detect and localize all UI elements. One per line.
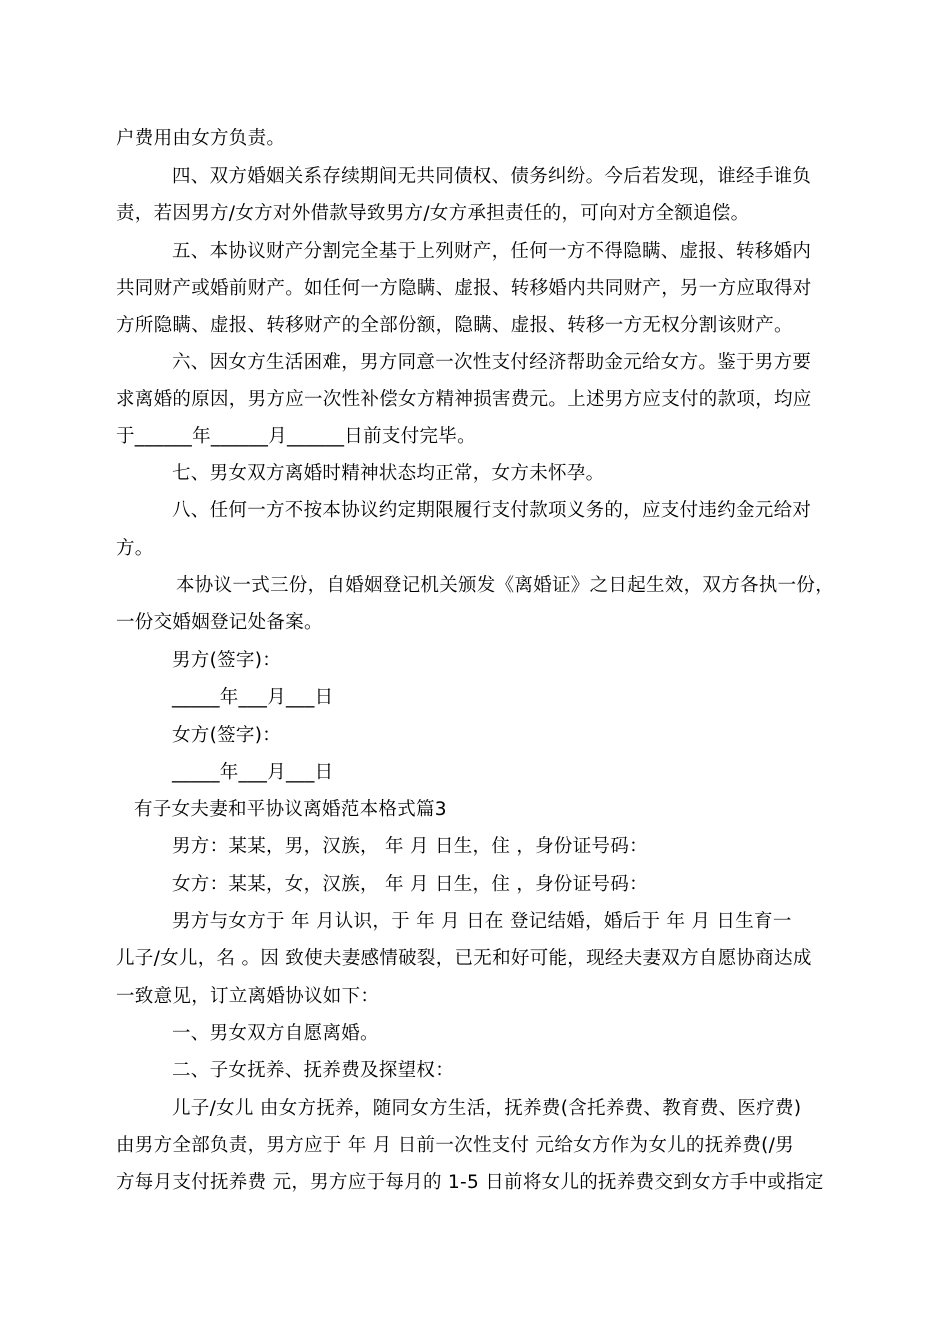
text-line: 一致意见，订立离婚协议如下： (116, 986, 380, 1007)
text-line: 一、男女双方自愿离婚。 (172, 1023, 379, 1044)
text-line: 本协议一式三份，自婚姻登记机关颁发《离婚证》之日起生效，双方各执一份， (176, 575, 835, 596)
text-line: 共同财产或婚前财产。如任何一方隐瞒、虚报、转移婚内共同财产，另一方应取得对 (116, 278, 812, 299)
text-line: 儿子/女儿，名 。因 致使夫妻感情破裂，已无和好可能，现经夫妻双方自愿协商达成 (116, 948, 812, 969)
text-line: 女方：某某，女，汉族， 年 月 日生，住 ，身份证号码： (172, 874, 648, 895)
section-title: 有子女夫妻和平协议离婚范本格式篇3 (134, 799, 447, 820)
text-line: 求离婚的原因，男方应一次性补偿女方精神损害费元。上述男方应支付的款项，均应 (116, 389, 812, 410)
text-line: 方。 (116, 538, 154, 559)
signature-label: 男方(签字)： (172, 650, 282, 671)
text-line: 二、子女抚养、抚养费及探望权： (172, 1060, 455, 1081)
signature-label: 女方(签字)： (172, 725, 282, 746)
text-line: 方每月支付抚养费 元，男方应于每月的 1-5 日前将女儿的抚养费交到女方手中或指定 (116, 1172, 824, 1193)
text-line: 于______年______月______日前支付完毕。 (116, 426, 476, 447)
text-line: 男方：某某，男，汉族， 年 月 日生，住 ，身份证号码： (172, 836, 648, 857)
text-line: 由男方全部负责，男方应于 年 月 日前一次性支付 元给女方作为女儿的抚养费(/男 (116, 1135, 794, 1156)
text-line: 四、双方婚姻关系存续期间无共同债权、债务纠纷。今后若发现，谁经手谁负 (172, 166, 812, 187)
text-line: 八、任何一方不按本协议约定期限履行支付款项义务的，应支付违约金元给对 (172, 500, 812, 521)
text-line: 户费用由女方负责。 (116, 128, 286, 149)
date-blank: _____年___月___日 (172, 762, 334, 783)
text-line: 六、因女方生活困难，男方同意一次性支付经济帮助金元给女方。鉴于男方要 (172, 352, 812, 373)
date-blank: _____年___月___日 (172, 687, 334, 708)
text-line: 方所隐瞒、虚报、转移财产的全部份额，隐瞒、虚报、转移一方无权分割该财产。 (116, 315, 793, 336)
text-line: 儿子/女儿 由女方抚养，随同女方生活，抚养费(含托养费、教育费、医疗费) (172, 1098, 802, 1119)
text-line: 责，若因男方/女方对外借款导致男方/女方承担责任的，可向对方全额追偿。 (116, 203, 750, 224)
text-line: 一份交婚姻登记处备案。 (116, 612, 323, 633)
text-line: 男方与女方于 年 月认识，于 年 月 日在 登记结婚，婚后于 年 月 日生育一 (172, 911, 792, 932)
text-line: 五、本协议财产分割完全基于上列财产，任何一方不得隐瞒、虚报、转移婚内 (172, 241, 812, 262)
text-line: 七、男女双方离婚时精神状态均正常，女方未怀孕。 (172, 463, 605, 484)
